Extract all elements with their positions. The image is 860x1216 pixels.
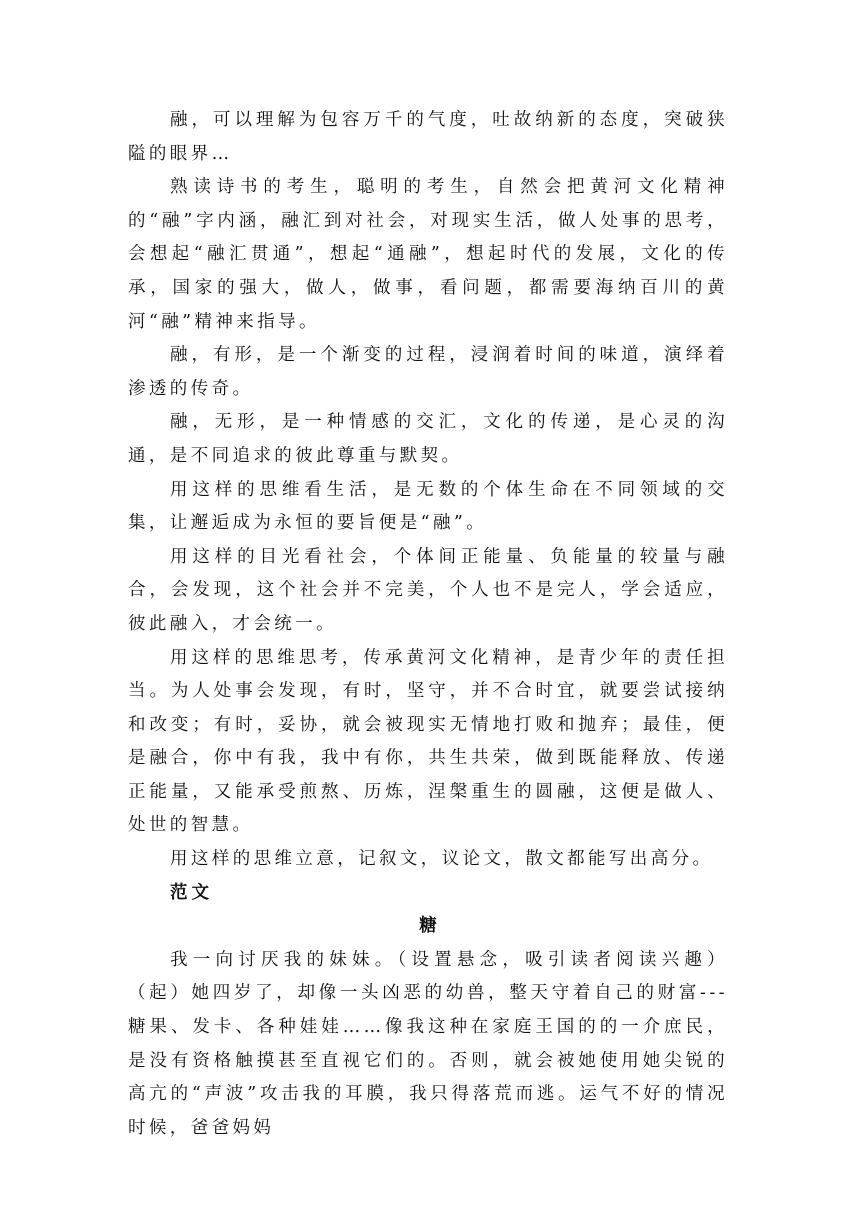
paragraph-writing: 用这样的思维立意，记叙文，议论文，散文都能写出高分。 <box>170 849 714 870</box>
essay-title: 糖 <box>419 916 437 937</box>
essay-paragraph: 我一向讨厌我的妹妹。（设置悬念，吸引读者阅读兴趣）（起）她四岁了，却像一头凶恶的幼兽，整天守着自己的财富---糖果、发卡、各种娃娃……像我这种在家庭王国的的一介庶民，是没有资格触摸甚至直视它们的。否则，就会被她使用她尖锐的高亢的“声波”攻击我的耳膜，我只得落荒而逃。运气不好的情况时候，爸爸妈妈 <box>128 949 728 1138</box>
paragraph-exam-takers: 熟读诗书的考生，聪明的考生，自然会把黄河文化精神的“融”字内涵，融汇到对社会，对现实生活，做人处事的思考，会想起“融汇贯通”，想起“通融”，想起时代的发展，文化的传承，国家的强大，做人，做事，看问题，都需要海纳百川的黄河“融”精神来指导。 <box>128 177 728 332</box>
paragraph-tangible: 融，有形，是一个渐变的过程，浸润着时间的味道，演绎着渗透的传奇。 <box>128 345 728 399</box>
paragraph-view-society: 用这样的目光看社会，个体间正能量、负能量的较量与融合，会发现，这个社会并不完美，个人也不是完人，学会适应，彼此融入，才会统一。 <box>128 546 728 634</box>
paragraph-thinking: 用这样的思维思考，传承黄河文化精神，是青少年的责任担当。为人处事会发现，有时，坚守，并不合时宜，就要尝试接纳和改变；有时，妥协，就会被现实无情地打败和抛弃；最佳，便是融合，你中有我，我中有你，共生共荣，做到既能释放、传递正能量，又能承受煎熬、历炼，涅槃重生的圆融，这便是做人、处世的智慧。 <box>128 647 728 836</box>
paragraph-rong-definition: 融，可以理解为包容万千的气度，吐故纳新的态度，突破狭隘的眼界… <box>128 110 728 164</box>
paragraph-intangible: 融，无形，是一种情感的交汇，文化的传递，是心灵的沟通，是不同追求的彼此尊重与默契。 <box>128 412 728 466</box>
section-heading: 范文 <box>170 882 213 903</box>
document-page <box>128 104 728 1145</box>
paragraph-view-life: 用这样的思维看生活，是无数的个体生命在不同领域的交集，让邂逅成为永恒的要旨便是“融”。 <box>128 479 728 534</box>
